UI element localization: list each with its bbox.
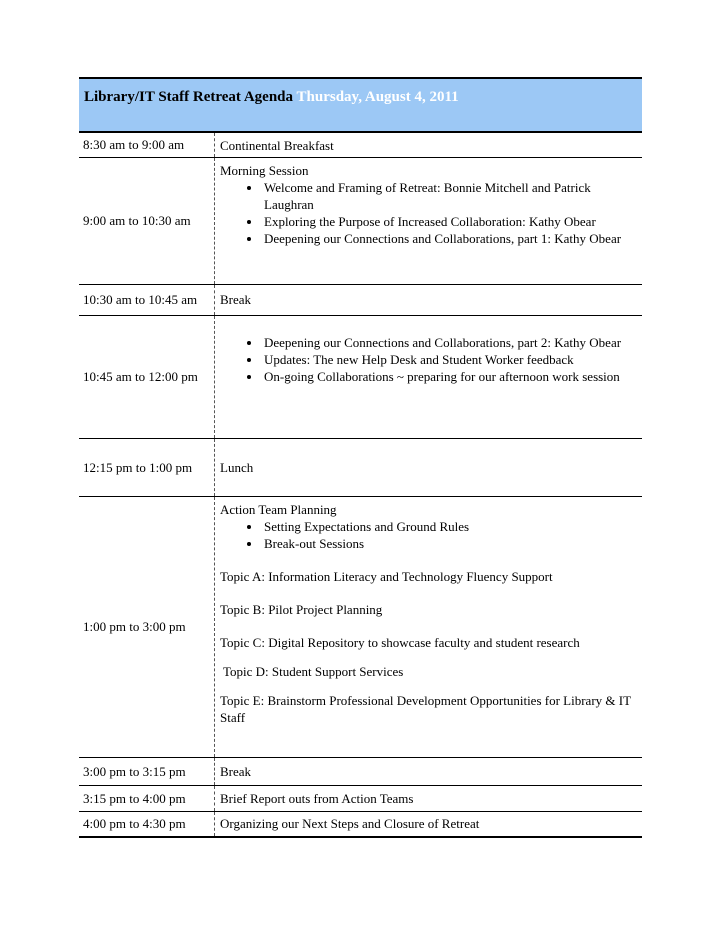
- session-title: Continental Breakfast: [215, 132, 643, 158]
- agenda-heading: [79, 79, 642, 106]
- bullet-item: • Setting Expectations and Ground Rules: [262, 518, 638, 535]
- session-title: Break: [215, 285, 643, 316]
- agenda-header: [79, 78, 642, 132]
- time-cell: 1:00 pm to 3:00 pm: [79, 497, 215, 758]
- bullet-list: [220, 334, 638, 385]
- topic-item: Topic E: Brainstorm Professional Development Opportunities for Library & IT Staff: [220, 693, 631, 725]
- session-title: Organizing our Next Steps and Closure of Retreat: [215, 812, 643, 838]
- agenda-date: Thursday, August 4, 2011: [296, 89, 459, 105]
- agenda-row: [79, 132, 642, 158]
- bullet-item: • Exploring the Purpose of Increased Collaboration: Kathy Obear: [262, 213, 638, 230]
- time-cell: 10:30 am to 10:45 am: [79, 285, 215, 316]
- bullet-item: • Break-out Sessions: [262, 535, 638, 552]
- bullet-list: [220, 179, 638, 247]
- bullet-item: • Updates: The new Help Desk and Student Worker feedback: [262, 351, 638, 368]
- topic-item: Topic D: Student Support Services: [223, 664, 404, 679]
- agenda-row: [79, 497, 642, 758]
- time-cell: 10:45 am to 12:00 pm: [79, 316, 215, 439]
- time-cell: 8:30 am to 9:00 am: [79, 132, 215, 158]
- topic-item: Topic B: Pilot Project Planning: [220, 602, 383, 617]
- agenda-row: [79, 316, 642, 439]
- session-title: Lunch: [215, 439, 643, 497]
- time-cell: 3:15 pm to 4:00 pm: [79, 786, 215, 812]
- bullet-list: [220, 518, 638, 552]
- time-cell: 4:00 pm to 4:30 pm: [79, 812, 215, 838]
- bullet-item: • Deepening our Connections and Collaborations, part 2: Kathy Obear: [262, 334, 638, 351]
- bullet-item: • On-going Collaborations ~ preparing for our afternoon work session: [262, 368, 638, 385]
- bullet-item: • Welcome and Framing of Retreat: Bonnie Mitchell and Patrick Laughran: [262, 179, 638, 213]
- session-title: Brief Report outs from Action Teams: [215, 786, 643, 812]
- session-title: Action Team Planning: [220, 502, 337, 517]
- agenda-row: [79, 812, 642, 838]
- topic-item: Topic A: Information Literacy and Technology Fluency Support: [220, 569, 553, 584]
- agenda-title: Library/IT Staff Retreat Agenda: [84, 89, 294, 105]
- bullet-item: • Deepening our Connections and Collaborations, part 1: Kathy Obear: [262, 230, 638, 247]
- agenda-row: [79, 285, 642, 316]
- agenda-table: [79, 77, 642, 838]
- time-cell: 12:15 pm to 1:00 pm: [79, 439, 215, 497]
- agenda-row: [79, 158, 642, 285]
- agenda-row: [79, 758, 642, 786]
- session-title: Break: [215, 758, 643, 786]
- time-cell: 9:00 am to 10:30 am: [79, 158, 215, 285]
- time-cell: 3:00 pm to 3:15 pm: [79, 758, 215, 786]
- agenda-row: [79, 439, 642, 497]
- topic-item: Topic C: Digital Repository to showcase faculty and student research: [220, 635, 580, 650]
- agenda-header-row: [79, 78, 642, 132]
- session-title: Morning Session: [220, 163, 309, 178]
- agenda-row: [79, 786, 642, 812]
